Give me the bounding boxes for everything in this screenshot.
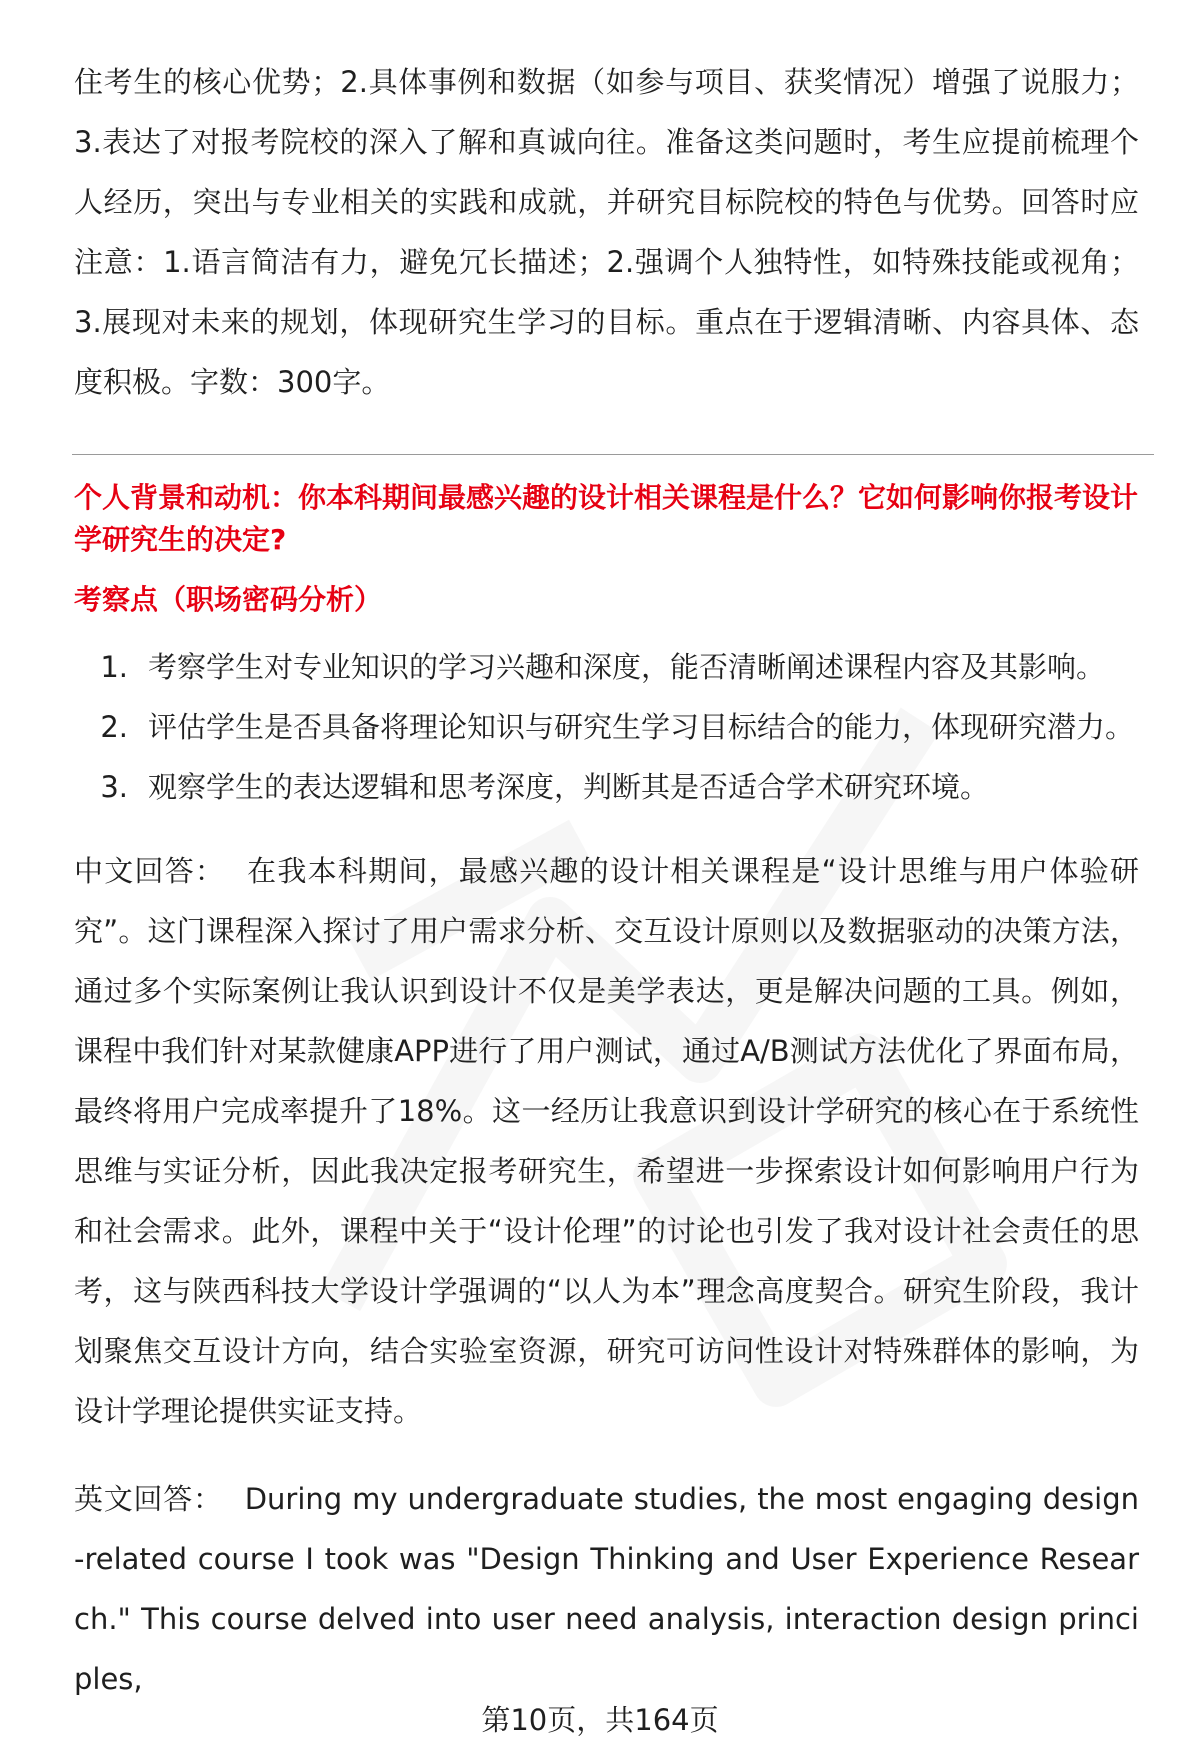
section-divider bbox=[72, 454, 1154, 455]
focus-point-number: 3. bbox=[100, 770, 128, 804]
focus-point-number: 1. bbox=[100, 650, 128, 684]
intro-paragraph: 住考生的核心优势；2.具体事例和数据（如参与项目、获奖情况）增强了说服力；3.表达了对报考院校的深入了解和真诚向往。准备这类问题时，考生应提前梳理个人经历，突出与专业相关的实践和成就，并研究目标院校的特色与优势。回答时应注意：1.语言简洁有力，避免冗长描述；2.强调个人独特性，如特殊技能或视角；3.展现对未来的规划，体现研究生学习的目标。重点在于逻辑清晰、内容具体、态度积极。字数：300字。 bbox=[74, 65, 1139, 399]
english-answer bbox=[74, 1469, 1139, 1709]
english-answer-label: 英文回答： bbox=[74, 1482, 223, 1516]
chinese-answer-text: 在我本科期间，最感兴趣的设计相关课程是“设计思维与用户体验研究”。这门课程深入探讨了用户需求分析、交互设计原则以及数据驱动的决策方法，通过多个实际案例让我认识到设计不仅是美学表达，更是解决问题的工具。例如，课程中我们针对某款健康APP进行了用户测试，通过A/B测试方法优化了界面布局，最终将用户完成率提升了18%。这一经历让我意识到设计学研究的核心在于系统性思维与实证分析，因此我决定报考研究生，希望进一步探索设计如何影响用户行为和社会需求。此外，课程中关于“设计伦理”的讨论也引发了我对设计社会责任的思考，这与陕西科技大学设计学强调的“以人为本”理念高度契合。研究生阶段，我计划聚焦交互设计方向，结合实验室资源，研究可访问性设计对特殊群体的影响，为设计学理论提供实证支持。 bbox=[74, 854, 1139, 1428]
focus-point bbox=[74, 757, 1139, 817]
focus-point-text: 观察学生的表达逻辑和思考深度，判断其是否适合学术研究环境。 bbox=[148, 770, 990, 804]
focus-point bbox=[74, 637, 1139, 697]
focus-point-text: 考察学生对专业知识的学习兴趣和深度，能否清晰阐述课程内容及其影响。 bbox=[148, 650, 1106, 684]
chinese-answer-label: 中文回答： bbox=[74, 854, 226, 888]
focus-heading: 考察点（职场密码分析） bbox=[74, 583, 383, 616]
focus-point bbox=[74, 697, 1139, 757]
english-answer-text: During my undergraduate studies, the most engaging design-related course I took was "Design Thinking and User Experience Research." This course delved into user need analysis, interaction design principles, bbox=[74, 1482, 1139, 1696]
focus-point-number: 2. bbox=[100, 710, 128, 744]
focus-points-list bbox=[74, 637, 1139, 817]
focus-point-text: 评估学生是否具备将理论知识与研究生学习目标结合的能力，体现研究潜力。 bbox=[148, 710, 1135, 744]
page-footer: 第10页，共164页 bbox=[481, 1703, 719, 1737]
chinese-answer bbox=[74, 841, 1139, 1441]
question-heading: 个人背景和动机：你本科期间最感兴趣的设计相关课程是什么？它如何影响你报考设计学研究生的决定? bbox=[74, 481, 1139, 556]
